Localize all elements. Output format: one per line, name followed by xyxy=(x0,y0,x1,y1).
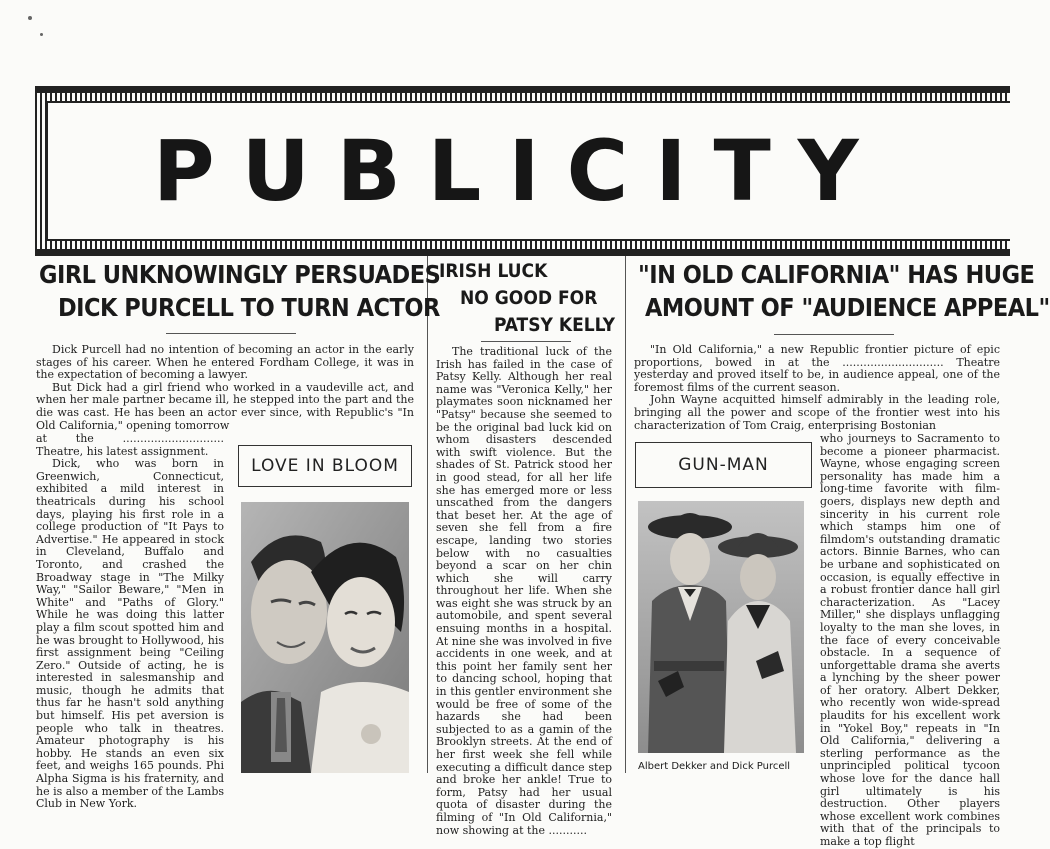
column-divider xyxy=(427,256,428,773)
paragraph: But Dick had a girl friend who worked in a vaudeville act, and when her male partner became ill, he stepped into the part and the die was cast. He has been an actor ever since, with Republic's "In Old California," opening tomorrow xyxy=(36,380,414,432)
headline-line: AMOUNT OF "AUDIENCE APPEAL" xyxy=(645,293,1050,322)
paragraph: Dick Purcell had no intention of becoming an actor in the early stages of his career. When he entered Fordham College, it was in the expectation of becoming a lawyer. xyxy=(36,343,414,382)
headline-rule xyxy=(166,333,296,334)
couple-illustration xyxy=(241,502,409,773)
paper-speck xyxy=(28,16,32,20)
article-purcell xyxy=(36,258,441,811)
headline-line: DICK PURCELL TO TURN ACTOR xyxy=(58,293,440,322)
article-intro xyxy=(634,344,1000,432)
photo-label-box: LOVE IN BLOOM xyxy=(238,445,412,487)
column-divider xyxy=(625,256,626,773)
paragraph: "In Old California," a new Republic frontier picture of epic proportions, bowed in at the ............................. Theatre yesterday and proved itself to be, in audience appeal, one of the foremost films of the current season. xyxy=(634,343,1000,394)
headline-line: IRISH LUCK xyxy=(439,260,548,282)
publicity-banner xyxy=(35,86,1010,256)
gun-man-photo xyxy=(638,501,804,753)
article-intro xyxy=(36,344,414,432)
cowboys-illustration xyxy=(638,501,804,753)
paragraph: at the ............................. Theatre, his latest assignment. xyxy=(36,432,224,458)
headline-line: PATSY KELLY xyxy=(494,314,615,336)
headline-rule xyxy=(481,341,571,342)
banner-frame xyxy=(45,101,1010,241)
article-patsy-kelly xyxy=(436,258,616,837)
article-text-narrow xyxy=(36,432,225,811)
paragraph: who journeys to Sacramento to become a pioneer pharmacist. Wayne, whose engaging screen personality has made him a long-time favorite with film-goers, displays new depth and sincerity in his current role which stamps him one of filmdom's outstanding dramatic actors. Binnie Barnes, who can be urbane and sophisticated on occasion, is equally effective in a robust frontier dance hall girl characterization. As "Lacey Miller," she displays unflagging loyalty to the man she loves, in the face of every conceivable obstacle. In a sequence of unforgettable drama she averts a lynching by the sheer power of her oratory. Albert Dekker, who recently won wide-spread plaudits for his excellent work in "Yokel Boy," repeats in "In Old California," delivering a sterling performance as the unprincipled political tycoon whose love for the dance hall girl ultimately is his destruction. Other players whose excellent work combines with that of the principals to make a top flight xyxy=(820,432,1000,848)
headline-line: GIRL UNKNOWINGLY PERSUADES xyxy=(39,260,441,289)
headline-line: "IN OLD CALIFORNIA" HAS HUGE xyxy=(638,260,1035,289)
article-in-old-california xyxy=(634,258,1050,848)
paper-speck xyxy=(40,33,43,36)
paragraph: The traditional luck of the Irish has failed in the case of Patsy Kelly. Although her real name was "Veronica Kelly," her playmates soon nicknamed her "Patsy" because she seemed to be the original bad luck kid on whom disasters descended with swift violence. But the shades of St. Patrick stood her in good stead, for all her life she has emerged more or less unscathed from the dangers that beset her. At the age of seven she fell from a fire escape, landing two stories below with no casualties beyond a scar on her chin which she will carry throughout her life. When she was eight she was struck by an automobile, and spent several ensuing months in a hospital. At nine she was involved in five accidents in one week, and at this point her family sent her to dancing school, hoping that in this gentler environment she would be free of some of the hazards she had been subjected to as a gamin of the Brooklyn streets. At the end of her first week she fell while executing a difficult dance step and broke her ankle! True to form, Patsy had her usual quota of disaster during the filming of "In Old California," now showing at the ........... xyxy=(436,345,612,837)
paragraph: John Wayne acquitted himself admirably in the leading role, bringing all the power and scope of the frontier west into his characterization of Tom Craig, enterprising Bostonian xyxy=(634,393,1000,432)
headline-line: NO GOOD FOR xyxy=(460,287,598,309)
article-text-narrow xyxy=(820,432,1000,848)
love-in-bloom-photo xyxy=(241,502,409,773)
photo-caption: Albert Dekker and Dick Purcell xyxy=(638,761,791,772)
photo-label-box: GUN-MAN xyxy=(635,442,812,488)
article-text xyxy=(436,345,612,837)
paragraph: Dick, who was born in Greenwich, Connecticut, exhibited a mild interest in theatricals during his school days, playing his first role in a college production of "It Pays to Advertise." He appeared in stock in Cleveland, Buffalo and Toronto, and crashed the Broadway stage in "The Milky Way," "Sailor Beware," "Men in White" and "Paths of Glory." While he was doing this latter play a film scout spotted him and he was brought to Hollywood, his first assignment being "Ceiling Zero." Outside of acting, he is interested in salesmanship and music, though he admits that thus far he hasn't sold anything but himself. His pet aversion is people who talk in theatres. Amateur photography is his hobby. He stands an even six feet, and weighs 165 pounds. Phi Alpha Sigma is his fraternity, and he is also a member of the Lambs Club in New York. xyxy=(36,457,225,811)
banner-title: PUBLICITY xyxy=(153,122,886,220)
headline-rule xyxy=(774,334,894,335)
